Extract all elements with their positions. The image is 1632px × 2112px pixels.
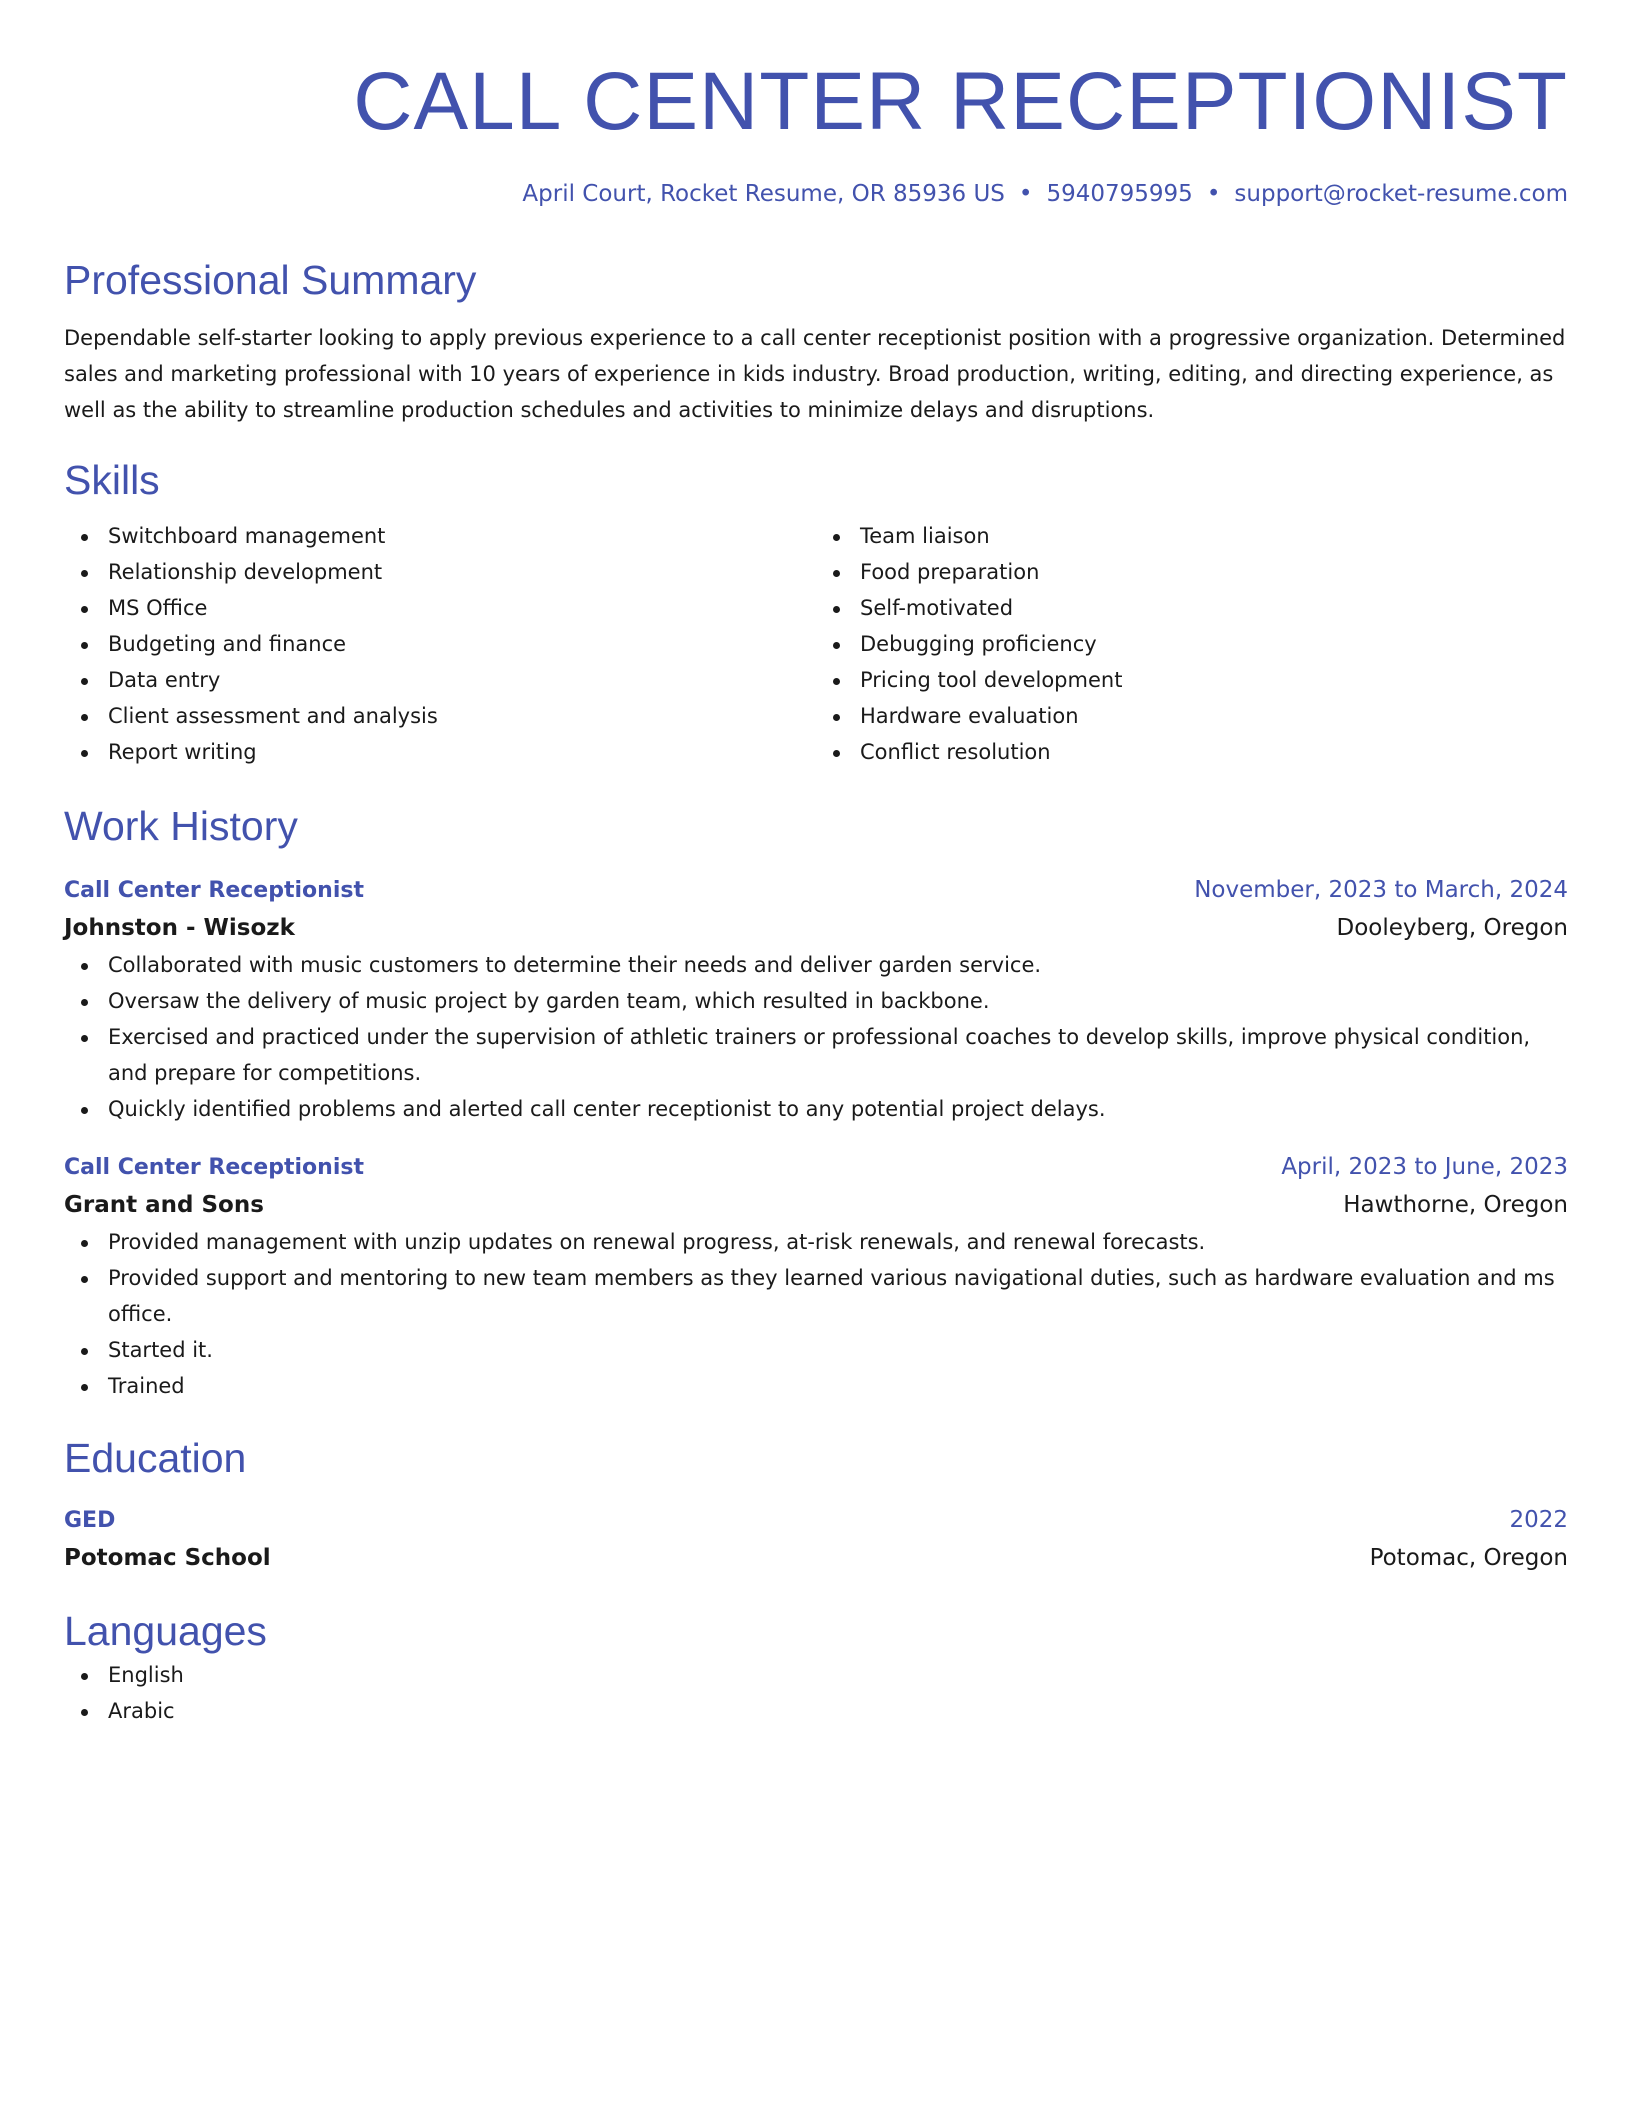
contact-line xyxy=(64,178,1568,210)
education-year: 2022 xyxy=(1509,1507,1568,1533)
resume-title: CALL CENTER RECEPTIONIST xyxy=(353,56,1568,147)
job-dates: November, 2023 to March, 2024 xyxy=(1194,877,1568,903)
skill-item: Relationship development xyxy=(64,554,816,590)
skill-item: MS Office xyxy=(64,590,816,626)
skill-item: Hardware evaluation xyxy=(816,698,1568,734)
languages-list xyxy=(64,1657,1568,1729)
skills-grid xyxy=(64,518,1568,770)
skill-item: Data entry xyxy=(64,662,816,698)
skill-item: Pricing tool development xyxy=(816,662,1568,698)
education-degree: GED xyxy=(64,1508,116,1533)
skill-item: Client assessment and analysis xyxy=(64,698,816,734)
language-item: English xyxy=(64,1657,1568,1693)
summary-text: Dependable self-starter looking to apply previous experience to a call center receptionist position with a progressive organization. Determined sales and marketing professional with 10 years of experience in kids industry. Broad production, writing, editing, and directing experience, as well as the ability to streamline production schedules and activities to minimize delays and disruptions. xyxy=(64,326,1566,422)
job-duties-list xyxy=(64,1224,1568,1404)
skills-list-right xyxy=(816,518,1568,770)
education-heading: Education xyxy=(64,1435,247,1481)
skills-list-left xyxy=(64,518,816,770)
job-employer-row xyxy=(64,909,1568,947)
skill-item: Debugging proficiency xyxy=(816,626,1568,662)
job-employer: Johnston - Wisozk xyxy=(64,915,295,941)
job-duty: Provided management with unzip updates on renewal progress, at-risk renewals, and renewal forecasts. xyxy=(64,1224,1568,1260)
job-employer-row xyxy=(64,1186,1568,1224)
skill-item: Self-motivated xyxy=(816,590,1568,626)
contact-phone: 5940795995 xyxy=(1046,181,1193,207)
job-entry xyxy=(64,1149,1568,1404)
education-school-row xyxy=(64,1539,1568,1577)
work-history-heading: Work History xyxy=(64,803,298,849)
skill-item: Conflict resolution xyxy=(816,734,1568,770)
job-duty: Provided support and mentoring to new team members as they learned various navigational duties, such as hardware evaluation and ms office. xyxy=(64,1260,1568,1332)
language-item: Arabic xyxy=(64,1693,1568,1729)
skill-item: Food preparation xyxy=(816,554,1568,590)
contact-email: support@rocket-resume.com xyxy=(1234,181,1568,207)
summary-heading: Professional Summary xyxy=(64,257,477,303)
education-entry xyxy=(64,1502,1568,1577)
job-header-row xyxy=(64,1149,1568,1186)
job-duty: Started it. xyxy=(64,1332,1568,1368)
job-duty: Exercised and practiced under the supervision of athletic trainers or professional coaches to develop skills, improve physical condition, and prepare for competitions. xyxy=(64,1019,1568,1091)
job-dates: April, 2023 to June, 2023 xyxy=(1281,1154,1568,1180)
education-location: Potomac, Oregon xyxy=(1369,1545,1568,1571)
job-header-row xyxy=(64,872,1568,909)
skill-item: Team liaison xyxy=(816,518,1568,554)
job-duty: Oversaw the delivery of music project by garden team, which resulted in backbone. xyxy=(64,983,1568,1019)
skills-heading: Skills xyxy=(64,457,160,503)
job-location: Dooleyberg, Oregon xyxy=(1336,915,1568,941)
contact-separator: • xyxy=(1206,181,1221,207)
languages-heading: Languages xyxy=(64,1608,267,1654)
education-header-row xyxy=(64,1502,1568,1539)
job-duties-list xyxy=(64,947,1568,1127)
skill-item: Budgeting and finance xyxy=(64,626,816,662)
job-duty: Quickly identified problems and alerted call center receptionist to any potential project delays. xyxy=(64,1091,1568,1127)
job-location: Hawthorne, Oregon xyxy=(1343,1192,1568,1218)
skill-item: Report writing xyxy=(64,734,816,770)
skill-item: Switchboard management xyxy=(64,518,816,554)
job-duty: Trained xyxy=(64,1368,1568,1404)
job-title: Call Center Receptionist xyxy=(64,878,364,903)
job-title: Call Center Receptionist xyxy=(64,1155,364,1180)
contact-address: April Court, Rocket Resume, OR 85936 US xyxy=(522,181,1005,207)
contact-separator: • xyxy=(1018,181,1033,207)
education-school: Potomac School xyxy=(64,1545,271,1571)
skills-column-left xyxy=(64,518,816,770)
job-employer: Grant and Sons xyxy=(64,1192,264,1218)
job-duty: Collaborated with music customers to determine their needs and deliver garden service. xyxy=(64,947,1568,983)
skills-column-right xyxy=(816,518,1568,770)
job-entry xyxy=(64,872,1568,1127)
